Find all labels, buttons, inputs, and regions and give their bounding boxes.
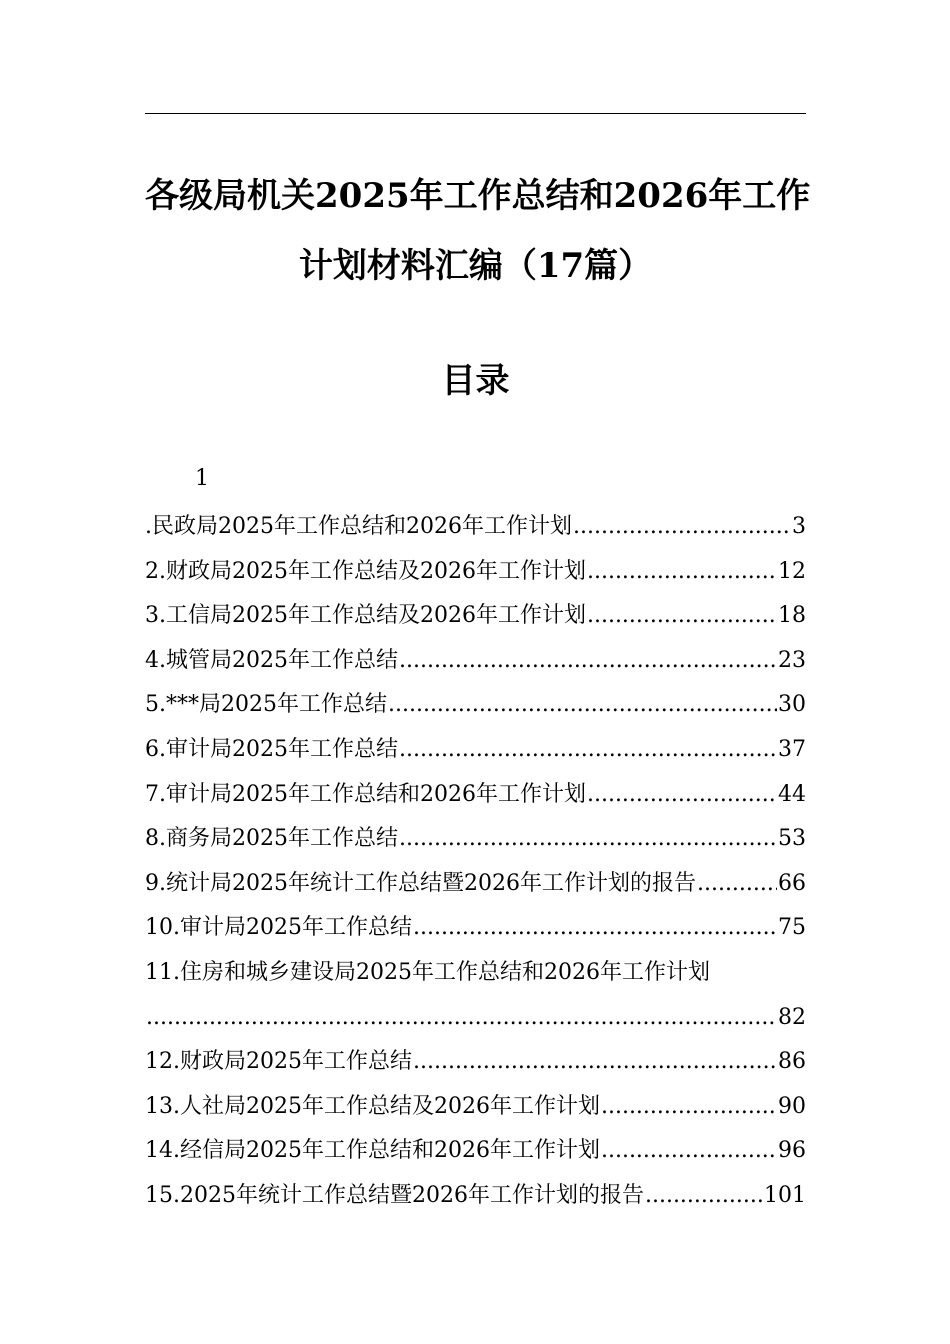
toc-entry-page: 18 bbox=[778, 603, 806, 629]
toc-entry[interactable] bbox=[145, 639, 806, 684]
toc-entry[interactable] bbox=[145, 594, 806, 639]
toc-leader-dots bbox=[587, 773, 777, 818]
toc-entry-title: 10.审计局2025年工作总结 bbox=[145, 915, 412, 941]
toc-entry-title: 7.审计局2025年工作总结和2026年工作计划 bbox=[145, 781, 586, 807]
document-title-line-2: 计划材料汇编（17篇） bbox=[298, 246, 653, 286]
toc-entry-page: 3 bbox=[792, 514, 806, 539]
toc-entry-title: 8.商务局2025年工作总结 bbox=[145, 826, 398, 852]
toc-entry[interactable] bbox=[145, 951, 806, 996]
document-title-line-1: 各级局机关2025年工作总结和2026年工作 bbox=[145, 176, 811, 216]
toc-entry[interactable] bbox=[145, 683, 806, 728]
toc-leader-dots bbox=[587, 550, 777, 595]
toc-entry-title: 11.住房和城乡建设局2025年工作总结和2026年工作计划 bbox=[145, 959, 710, 985]
toc-entry-page: 30 bbox=[778, 692, 806, 718]
header-rule bbox=[145, 113, 806, 114]
toc-entry[interactable] bbox=[145, 1129, 806, 1174]
toc-leader-dots bbox=[399, 639, 777, 684]
toc-entry-page: 82 bbox=[778, 1004, 806, 1030]
toc-entry-title: 15.2025年统计工作总结暨2026年工作计划的报告 bbox=[145, 1182, 644, 1208]
toc-entry-title: 13.人社局2025年工作总结及2026年工作计划 bbox=[145, 1093, 600, 1119]
toc-stray-number: 1 bbox=[195, 466, 209, 491]
toc-leader-dots bbox=[573, 505, 791, 550]
toc-leader-dots bbox=[601, 1129, 777, 1174]
toc-entry-title: 2.财政局2025年工作总结及2026年工作计划 bbox=[145, 558, 586, 584]
toc-entry-title: .民政局2025年工作总结和2026年工作计划 bbox=[145, 514, 572, 539]
toc-entry-title: 4.城管局2025年工作总结 bbox=[145, 647, 398, 673]
toc-entry-page: 75 bbox=[778, 915, 806, 941]
toc-entry[interactable] bbox=[145, 862, 806, 907]
toc-entry-page: 23 bbox=[778, 647, 806, 673]
toc-leader-dots bbox=[587, 594, 777, 639]
toc-leader-dots bbox=[697, 862, 777, 907]
toc-entry-continuation[interactable] bbox=[145, 996, 806, 1041]
toc-entry[interactable] bbox=[145, 728, 806, 773]
toc-entry-title: 12.财政局2025年工作总结 bbox=[145, 1049, 412, 1075]
toc-entry-title: 3.工信局2025年工作总结及2026年工作计划 bbox=[145, 603, 586, 629]
toc-entry-title: 14.经信局2025年工作总结和2026年工作计划 bbox=[145, 1138, 600, 1164]
toc-leader-dots bbox=[399, 728, 777, 773]
toc-entry-title: 9.统计局2025年统计工作总结暨2026年工作计划的报告 bbox=[145, 870, 696, 896]
toc-entry[interactable] bbox=[145, 550, 806, 595]
toc-entry[interactable] bbox=[145, 906, 806, 951]
toc-leader-dots bbox=[413, 906, 777, 951]
toc-entry-title: 5.***局2025年工作总结 bbox=[145, 692, 387, 718]
toc-leader-dots bbox=[399, 817, 777, 862]
toc-leader-dots bbox=[601, 1085, 777, 1130]
toc-leader-dots bbox=[388, 683, 777, 728]
toc-entry[interactable] bbox=[145, 1040, 806, 1085]
toc-entry-title: 6.审计局2025年工作总结 bbox=[145, 736, 398, 762]
toc-entry-page: 53 bbox=[778, 826, 806, 852]
toc-leader-dots bbox=[413, 1040, 777, 1085]
toc-entry[interactable] bbox=[145, 505, 806, 550]
toc-entry[interactable] bbox=[145, 817, 806, 862]
toc-leader-dots bbox=[645, 1174, 763, 1219]
toc-entry[interactable] bbox=[145, 1174, 806, 1219]
toc-entry-page: 12 bbox=[778, 558, 806, 584]
toc-leader-dots bbox=[146, 996, 777, 1041]
toc-entry-page: 101 bbox=[764, 1182, 806, 1208]
toc-heading: 目录 bbox=[441, 361, 510, 401]
toc-entry-page: 96 bbox=[778, 1138, 806, 1164]
toc-entry-page: 66 bbox=[778, 870, 806, 896]
toc-entry[interactable] bbox=[145, 1085, 806, 1130]
toc-entry-page: 90 bbox=[778, 1093, 806, 1119]
toc-entry-page: 37 bbox=[778, 736, 806, 762]
toc-entry-page: 44 bbox=[778, 781, 806, 807]
table-of-contents bbox=[145, 505, 806, 1219]
toc-entry-page: 86 bbox=[778, 1049, 806, 1075]
toc-entry[interactable] bbox=[145, 773, 806, 818]
